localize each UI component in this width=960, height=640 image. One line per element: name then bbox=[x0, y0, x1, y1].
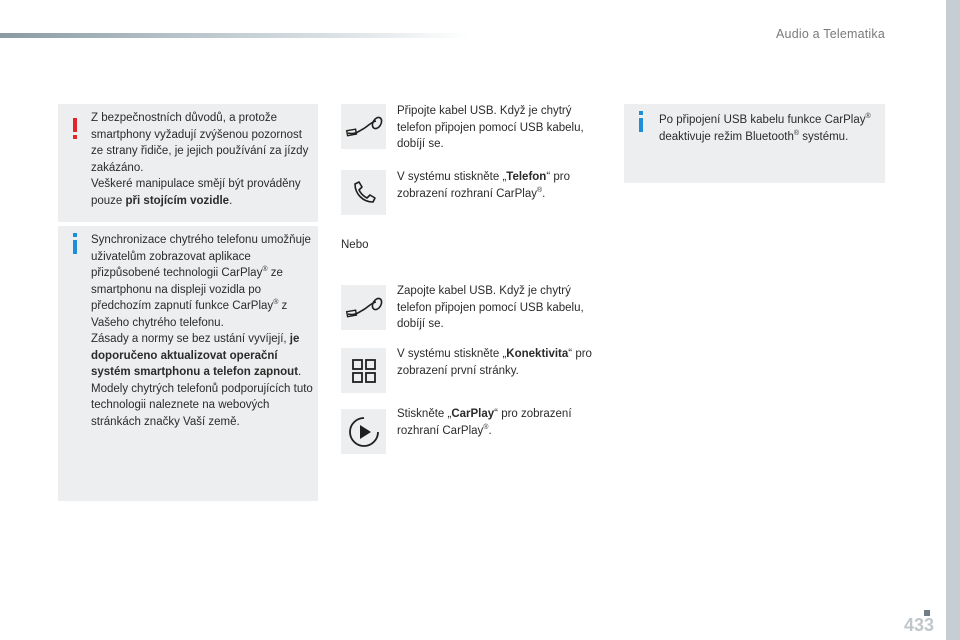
warning-text-2: Veškeré manipulace smějí být prováděny pouze při stojícím vozidle. bbox=[91, 178, 301, 207]
page-number: 433 bbox=[903, 615, 934, 635]
info-icon bbox=[73, 240, 77, 254]
phone-handset-icon bbox=[341, 170, 386, 215]
info-icon bbox=[639, 118, 643, 132]
connectivity-grid-icon bbox=[341, 348, 386, 393]
info-paragraph-1: Synchronizace chytrého telefonu umožňuje uživatelům zobrazovat aplikace přizpůsobené technologii CarPlay® ze smartphonu na displeji vozidla po předchozím zapnutí funkce CarPlay® z Vašeho chytrého telefonu. bbox=[91, 234, 311, 329]
section-title: Audio a Telematika bbox=[776, 27, 885, 41]
warning-box bbox=[58, 104, 318, 222]
info-paragraph-3: Modely chytrých telefonů podporujících tuto technologii naleznete na webových stránkách značky Vaší země. bbox=[91, 382, 313, 428]
step-connect-usb: Připojte kabel USB. Když je chytrý telefon připojen pomocí USB kabelu, dobíjí se. bbox=[397, 105, 584, 150]
carplay-play-icon bbox=[341, 409, 386, 454]
step-plug-usb: Zapojte kabel USB. Když je chytrý telefon připojen pomocí USB kabelu, dobíjí se. bbox=[397, 285, 584, 330]
info-paragraph-2: Zásady a normy se bez ustání vyvíjejí, je doporučeno aktualizovat operační systém smartphonu a telefon zapnout. bbox=[91, 333, 302, 378]
step-press-telefon: V systému stiskněte „Telefon“ pro zobrazení rozhraní CarPlay®. bbox=[397, 171, 570, 200]
step-press-carplay: Stiskněte „CarPlay“ pro zobrazení rozhraní CarPlay®. bbox=[397, 408, 572, 437]
info-box bbox=[58, 226, 318, 501]
page-edge-strip bbox=[946, 0, 960, 640]
usb-cable-icon bbox=[341, 104, 386, 149]
header-gradient-bar bbox=[0, 33, 470, 38]
step-press-konektivita: V systému stiskněte „Konektivita“ pro zobrazení první stránky. bbox=[397, 348, 592, 377]
warning-text-1: Z bezpečnostních důvodů, a protože smartphony vyžadují zvýšenou pozornost ze strany řidiče, je jejich používání za jízdy zakázáno. bbox=[91, 112, 309, 174]
bluetooth-info-text: Po připojení USB kabelu funkce CarPlay® deaktivuje režim Bluetooth® systému. bbox=[659, 113, 871, 143]
usb-cable-icon bbox=[341, 285, 386, 330]
separator-or: Nebo bbox=[341, 239, 369, 251]
warning-icon bbox=[73, 118, 77, 132]
bluetooth-info-box bbox=[624, 104, 885, 183]
